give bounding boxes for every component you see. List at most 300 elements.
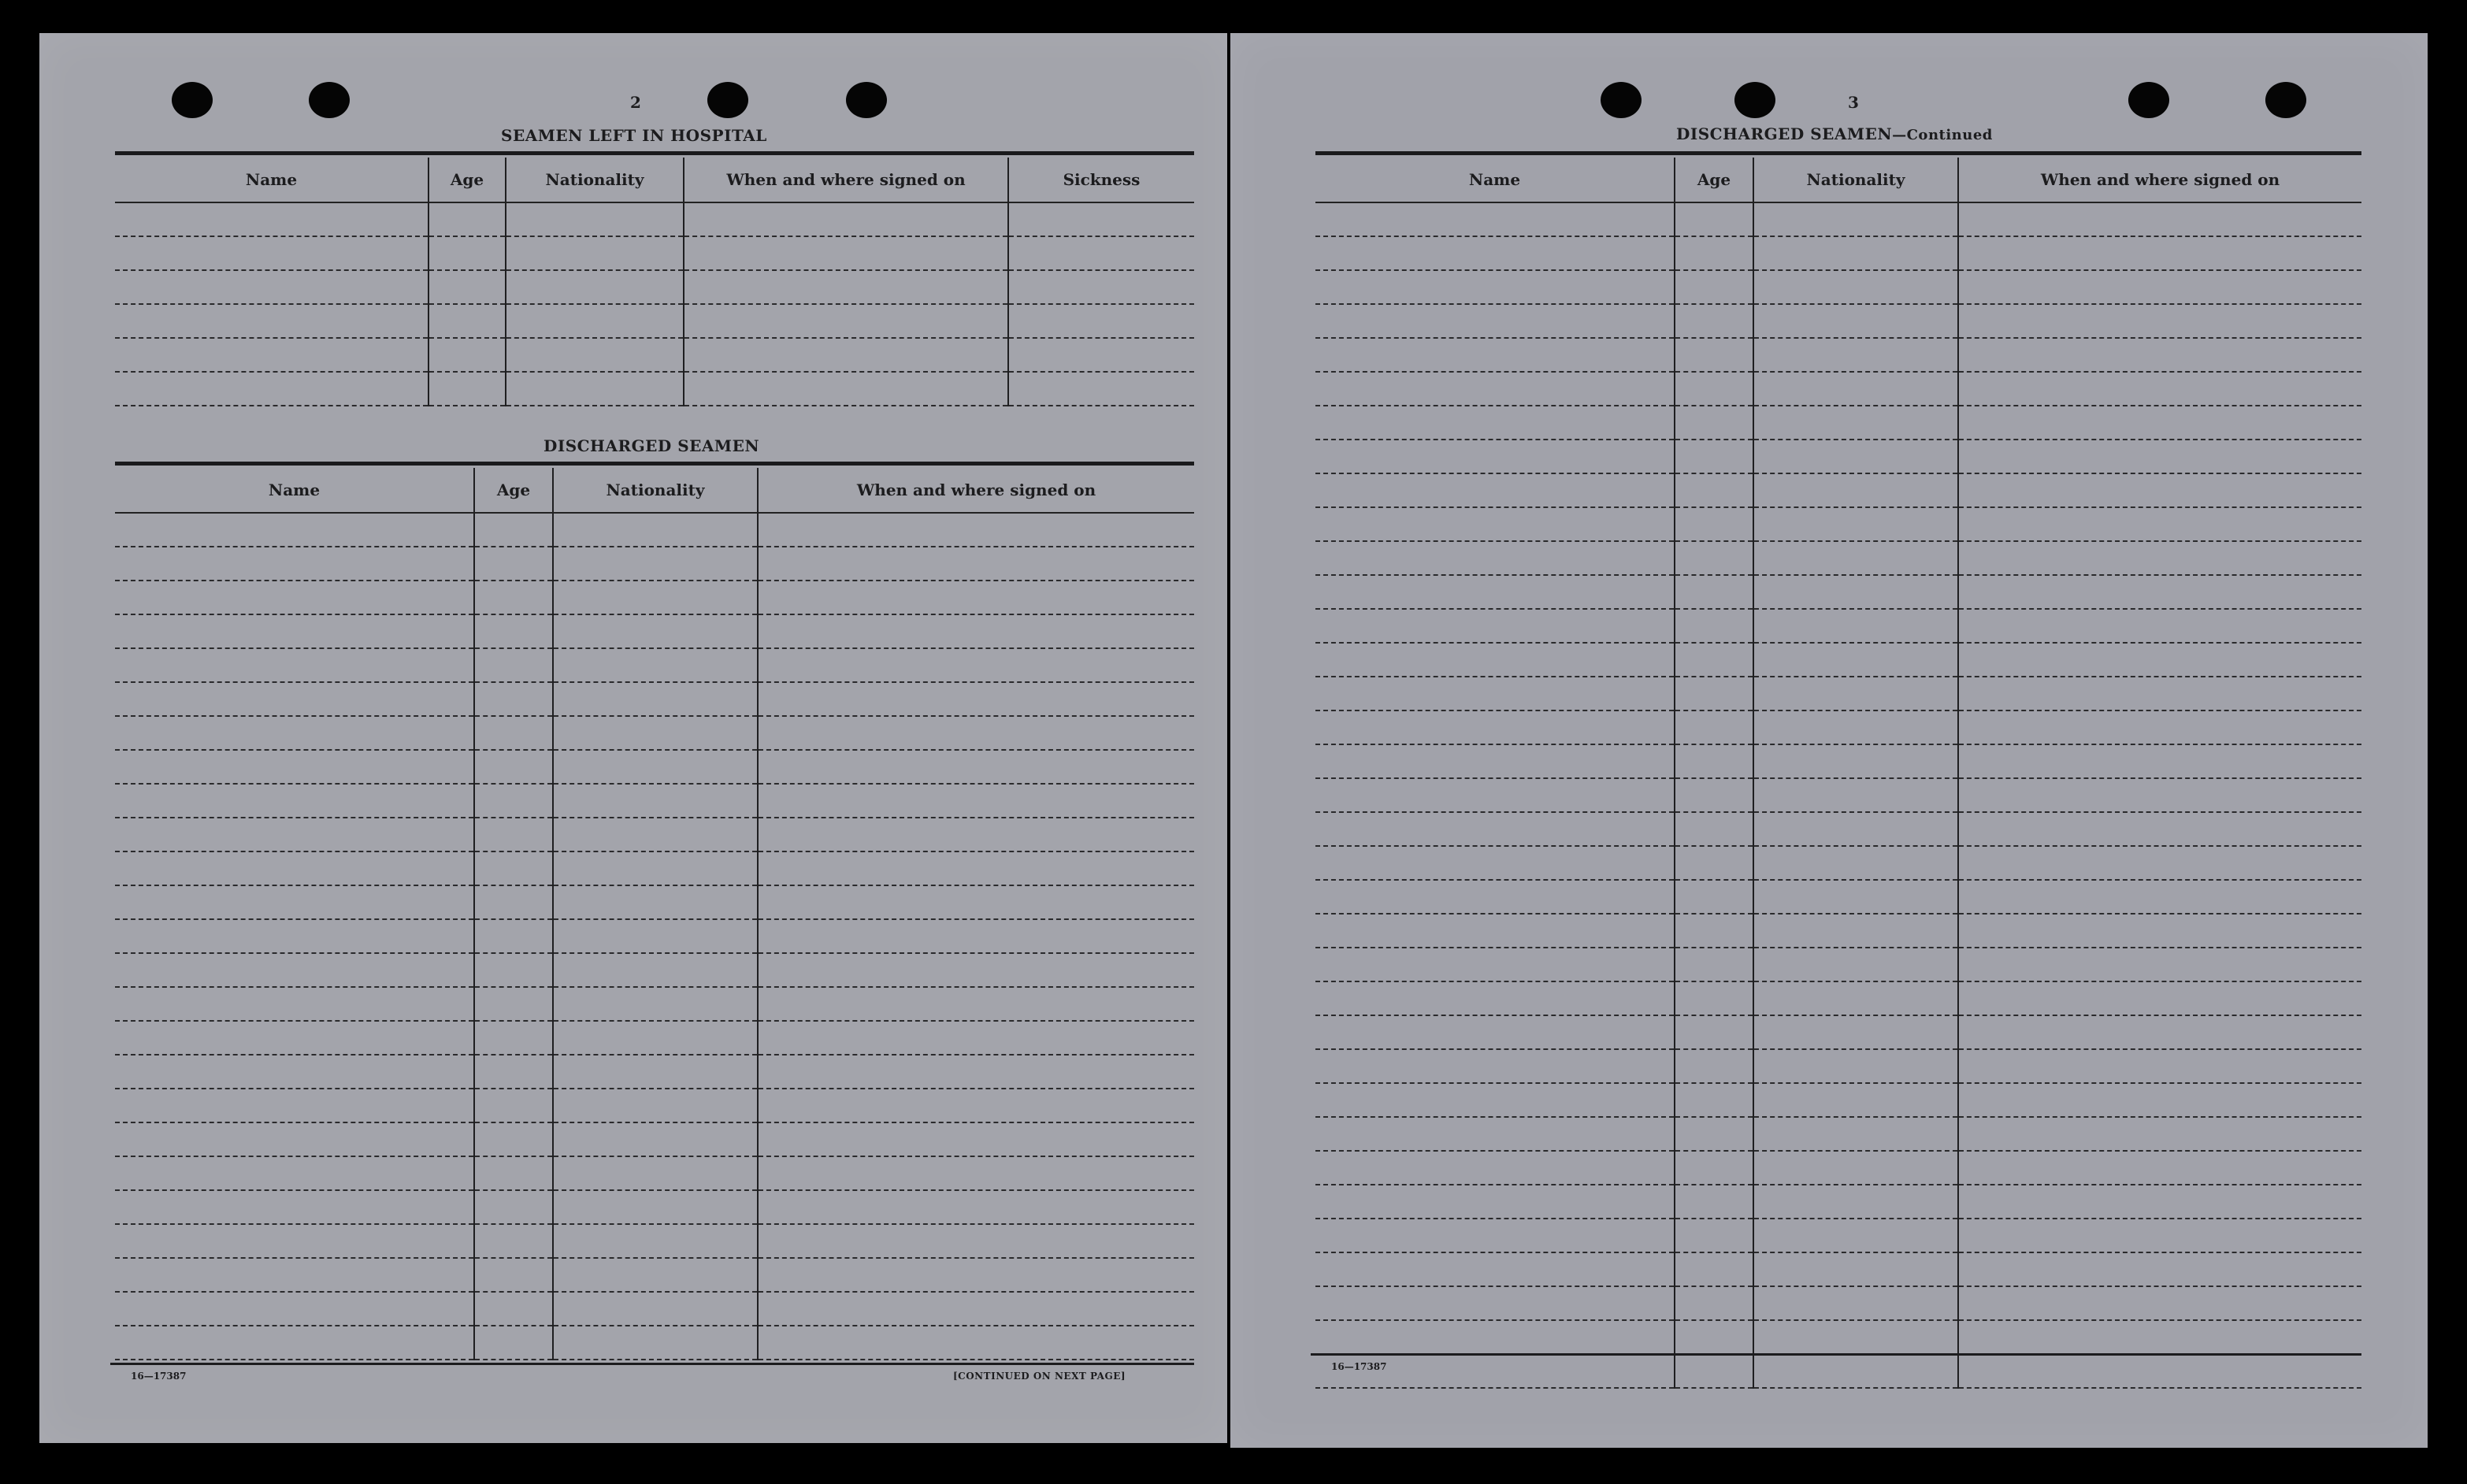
table-cell[interactable] [758,1190,1194,1224]
column-header-age: Age [428,158,506,202]
table-cell[interactable] [758,716,1194,750]
table-cell[interactable] [1675,1049,1753,1083]
table-cell[interactable] [1675,710,1753,744]
table-cell[interactable] [1753,236,1958,270]
table-cell[interactable] [553,716,758,750]
table-cell[interactable] [1753,1252,1958,1286]
table-cell[interactable] [758,1258,1194,1292]
table-cell[interactable] [1958,609,2361,643]
table-cell[interactable] [474,919,553,953]
table-cell[interactable] [1958,440,2361,473]
table-cell[interactable] [115,648,474,682]
table-cell[interactable] [1753,1151,1958,1185]
table-cell[interactable] [1675,948,1753,981]
table-cell[interactable] [1753,541,1958,575]
table-cell[interactable] [1753,372,1958,406]
table-cell[interactable] [553,919,758,953]
table-cell[interactable] [1315,1015,1675,1049]
table-cell[interactable] [553,1224,758,1258]
table-cell[interactable] [474,614,553,648]
table-cell[interactable] [553,1122,758,1156]
table-cell[interactable] [1675,846,1753,880]
table-cell[interactable] [1315,609,1675,643]
table-cell[interactable] [1958,473,2361,507]
table-row [1315,507,2361,541]
table-cell[interactable] [1315,1185,1675,1219]
page-number: 3 [1848,93,1859,112]
table-cell[interactable] [474,648,553,682]
table-cell[interactable] [1753,1049,1958,1083]
table-cell[interactable] [115,1055,474,1089]
table-row [1315,541,2361,575]
table-cell[interactable] [506,338,684,372]
table-cell[interactable] [1315,1117,1675,1151]
table-cell[interactable] [474,1055,553,1089]
table-cell[interactable] [1675,236,1753,270]
table-cell[interactable] [1675,1151,1753,1185]
table-cell[interactable] [1958,710,2361,744]
table-cell[interactable] [1753,643,1958,677]
table-row [1315,846,2361,880]
table-cell[interactable] [553,614,758,648]
table-cell[interactable] [1675,507,1753,541]
table-cell[interactable] [1315,270,1675,304]
table-cell[interactable] [758,614,1194,648]
table-cell[interactable] [684,372,1008,406]
table-cell[interactable] [553,818,758,851]
table-row [115,1089,1194,1122]
table-cell[interactable] [553,648,758,682]
table-row [115,851,1194,885]
table-cell[interactable] [1753,981,1958,1015]
table-cell[interactable] [1958,304,2361,338]
table-cell[interactable] [1675,372,1753,406]
table-row [1315,440,2361,473]
table-cell[interactable] [1675,914,1753,948]
table-cell[interactable] [1675,677,1753,710]
table-cell[interactable] [506,304,684,338]
table-cell[interactable] [553,547,758,581]
table-cell[interactable] [1675,1117,1753,1151]
table-cell[interactable] [1008,338,1194,372]
table-cell[interactable] [1315,1151,1675,1185]
table-cell[interactable] [1958,1252,2361,1286]
table-cell[interactable] [115,547,474,581]
table-cell[interactable] [1958,778,2361,812]
table-cell[interactable] [758,682,1194,716]
table-cell[interactable] [115,270,428,304]
column-header-signed-on: When and where signed on [758,468,1194,513]
table-cell[interactable] [474,784,553,818]
table-cell[interactable] [1315,846,1675,880]
table-cell[interactable] [553,1258,758,1292]
table-cell[interactable] [684,304,1008,338]
table-cell[interactable] [474,750,553,784]
table-cell[interactable] [474,885,553,919]
table-cell[interactable] [115,851,474,885]
table-cell[interactable] [1315,338,1675,372]
table-cell[interactable] [1753,1185,1958,1219]
discharged-continued-table-body [1315,202,2361,1388]
table-cell[interactable] [474,1292,553,1326]
table-row [1315,575,2361,609]
table-cell[interactable] [1315,710,1675,744]
table-cell[interactable] [1675,1083,1753,1117]
table-cell[interactable] [474,1326,553,1360]
discharged-table [115,468,1194,1360]
table-cell[interactable] [1753,677,1958,710]
table-cell[interactable] [1753,1219,1958,1252]
table-cell[interactable] [1675,812,1753,846]
table-cell[interactable] [115,1156,474,1190]
table-cell[interactable] [474,547,553,581]
table-cell[interactable] [1675,981,1753,1015]
table-cell[interactable] [1315,1286,1675,1320]
table-cell[interactable] [1958,1117,2361,1151]
table-cell[interactable] [758,1122,1194,1156]
table-cell[interactable] [1315,541,1675,575]
table-cell[interactable] [1675,541,1753,575]
table-cell[interactable] [1008,304,1194,338]
table-cell[interactable] [758,885,1194,919]
table-cell[interactable] [1315,575,1675,609]
table-cell[interactable] [1753,575,1958,609]
table-cell[interactable] [1315,643,1675,677]
table-cell[interactable] [1675,473,1753,507]
table-cell[interactable] [474,513,553,547]
table-cell[interactable] [1958,1049,2361,1083]
table-cell[interactable] [1958,372,2361,406]
table-cell[interactable] [684,202,1008,236]
table-cell[interactable] [115,338,428,372]
table-cell[interactable] [474,716,553,750]
table-cell[interactable] [1675,270,1753,304]
table-cell[interactable] [1753,710,1958,744]
table-row [1315,677,2361,710]
column-header-signed-on: When and where signed on [684,158,1008,202]
table-cell[interactable] [1315,1083,1675,1117]
table-cell[interactable] [758,750,1194,784]
table-cell[interactable] [1675,304,1753,338]
table-row [115,716,1194,750]
table-cell[interactable] [1675,575,1753,609]
table-cell[interactable] [1315,914,1675,948]
table-cell[interactable] [115,614,474,648]
table-cell[interactable] [428,270,506,304]
table-cell[interactable] [553,784,758,818]
table-cell[interactable] [758,547,1194,581]
table-cell[interactable] [1958,575,2361,609]
table-cell[interactable] [1958,507,2361,541]
table-cell[interactable] [1753,202,1958,236]
table-cell[interactable] [553,682,758,716]
table-cell[interactable] [1958,643,2361,677]
table-cell[interactable] [474,851,553,885]
table-cell[interactable] [1958,948,2361,981]
table-row [115,784,1194,818]
table-cell[interactable] [428,304,506,338]
table-cell[interactable] [115,716,474,750]
table-cell[interactable] [1315,778,1675,812]
table-cell[interactable] [553,1021,758,1055]
table-cell[interactable] [115,1190,474,1224]
table-cell[interactable] [1315,473,1675,507]
table-cell[interactable] [1753,1320,1958,1354]
table-cell[interactable] [553,987,758,1021]
table-cell[interactable] [684,270,1008,304]
table-cell[interactable] [506,236,684,270]
table-cell[interactable] [474,581,553,614]
table-cell[interactable] [1753,1286,1958,1320]
table-row [115,1190,1194,1224]
column-header-age: Age [1675,158,1753,202]
table-cell[interactable] [1315,1049,1675,1083]
table-cell[interactable] [1753,948,1958,981]
table-cell[interactable] [428,202,506,236]
column-header-name: Name [115,468,474,513]
table-cell[interactable] [1675,338,1753,372]
table-cell[interactable] [553,1156,758,1190]
table-cell[interactable] [1753,846,1958,880]
table-cell[interactable] [1315,440,1675,473]
table-cell[interactable] [1753,440,1958,473]
table-cell[interactable] [115,784,474,818]
table-cell[interactable] [758,1326,1194,1360]
table-cell[interactable] [474,1258,553,1292]
table-row [115,750,1194,784]
table-cell[interactable] [1675,202,1753,236]
table-cell[interactable] [115,1258,474,1292]
table-cell[interactable] [553,851,758,885]
table-cell[interactable] [474,1122,553,1156]
table-cell[interactable] [1315,406,1675,440]
table-cell[interactable] [1675,880,1753,914]
table-cell[interactable] [115,1224,474,1258]
table-cell[interactable] [1675,1286,1753,1320]
table-cell[interactable] [1315,948,1675,981]
table-cell[interactable] [1958,1185,2361,1219]
table-cell[interactable] [1315,1252,1675,1286]
table-cell[interactable] [115,581,474,614]
table-cell[interactable] [758,1156,1194,1190]
table-cell[interactable] [553,885,758,919]
table-cell[interactable] [115,750,474,784]
table-cell[interactable] [1753,473,1958,507]
table-cell[interactable] [1315,507,1675,541]
table-cell[interactable] [1675,1185,1753,1219]
table-cell[interactable] [115,1021,474,1055]
table-cell[interactable] [474,987,553,1021]
table-cell[interactable] [1753,338,1958,372]
table-row [1315,948,2361,981]
table-cell[interactable] [474,1156,553,1190]
table-cell[interactable] [1315,236,1675,270]
table-cell[interactable] [1958,338,2361,372]
table-cell[interactable] [115,1122,474,1156]
table-cell[interactable] [115,818,474,851]
table-cell[interactable] [1958,1083,2361,1117]
table-cell[interactable] [115,202,428,236]
table-cell[interactable] [1315,1320,1675,1354]
table-cell[interactable] [115,1326,474,1360]
table-cell[interactable] [506,372,684,406]
table-cell[interactable] [1753,744,1958,778]
table-cell[interactable] [758,513,1194,547]
table-cell[interactable] [1958,236,2361,270]
table-cell[interactable] [1008,236,1194,270]
table-cell[interactable] [115,372,428,406]
table-cell[interactable] [1753,406,1958,440]
table-cell[interactable] [1753,507,1958,541]
table-cell[interactable] [115,236,428,270]
table-cell[interactable] [758,784,1194,818]
table-cell[interactable] [1753,609,1958,643]
table-cell[interactable] [474,818,553,851]
table-cell[interactable] [1753,1015,1958,1049]
table-cell[interactable] [758,818,1194,851]
table-cell[interactable] [1958,914,2361,948]
table-cell[interactable] [1315,677,1675,710]
table-cell[interactable] [115,682,474,716]
table-cell[interactable] [1315,981,1675,1015]
table-cell[interactable] [1958,1286,2361,1320]
table-cell[interactable] [1753,812,1958,846]
table-cell[interactable] [553,1055,758,1089]
table-cell[interactable] [758,987,1194,1021]
table-cell[interactable] [1315,202,1675,236]
table-cell[interactable] [758,1224,1194,1258]
table-cell[interactable] [684,338,1008,372]
table-cell[interactable] [1315,812,1675,846]
table-cell[interactable] [506,202,684,236]
table-cell[interactable] [1675,1015,1753,1049]
table-cell[interactable] [1008,202,1194,236]
table-cell[interactable] [684,236,1008,270]
table-cell[interactable] [428,236,506,270]
table-cell[interactable] [1315,880,1675,914]
table-cell[interactable] [1315,304,1675,338]
table-cell[interactable] [553,1190,758,1224]
table-cell[interactable] [474,1224,553,1258]
table-cell[interactable] [553,953,758,987]
table-cell[interactable] [428,338,506,372]
table-cell[interactable] [1958,406,2361,440]
column-header-name: Name [1315,158,1675,202]
table-cell[interactable] [1675,1320,1753,1354]
form-code: 16—17387 [1331,1361,1387,1372]
table-cell[interactable] [1958,1015,2361,1049]
table-cell[interactable] [1958,981,2361,1015]
table-cell[interactable] [758,1089,1194,1122]
table-cell[interactable] [553,513,758,547]
table-cell[interactable] [115,1089,474,1122]
table-cell[interactable] [115,513,474,547]
table-cell[interactable] [1008,270,1194,304]
table-cell[interactable] [1675,643,1753,677]
punch-hole [846,82,887,118]
table-cell[interactable] [1958,1219,2361,1252]
table-cell[interactable] [1753,1083,1958,1117]
table-cell[interactable] [1675,1354,1753,1388]
table-cell[interactable] [758,953,1194,987]
table-cell[interactable] [1753,304,1958,338]
table-cell[interactable] [474,953,553,987]
table-cell[interactable] [553,750,758,784]
table-cell[interactable] [1958,1320,2361,1354]
table-row [115,614,1194,648]
table-cell[interactable] [553,1292,758,1326]
table-cell[interactable] [1958,270,2361,304]
table-cell[interactable] [1675,406,1753,440]
table-cell[interactable] [1753,1117,1958,1151]
table-cell[interactable] [1675,744,1753,778]
table-cell[interactable] [1315,372,1675,406]
table-cell[interactable] [1958,744,2361,778]
table-cell[interactable] [1958,677,2361,710]
table-row [1315,1219,2361,1252]
table-row [115,581,1194,614]
table-cell[interactable] [1958,1354,2361,1388]
table-cell[interactable] [758,851,1194,885]
table-cell[interactable] [428,372,506,406]
table-cell[interactable] [1958,202,2361,236]
table-cell[interactable] [758,1021,1194,1055]
table-row [1315,609,2361,643]
table-cell[interactable] [1675,1252,1753,1286]
table-cell[interactable] [1958,846,2361,880]
table-cell[interactable] [1753,880,1958,914]
table-cell[interactable] [1753,778,1958,812]
table-cell[interactable] [1675,609,1753,643]
table-cell[interactable] [1675,778,1753,812]
table-cell[interactable] [1958,812,2361,846]
table-cell[interactable] [1753,1354,1958,1388]
table-cell[interactable] [115,1292,474,1326]
table-cell[interactable] [553,581,758,614]
table-cell[interactable] [758,1055,1194,1089]
table-cell[interactable] [1675,440,1753,473]
table-cell[interactable] [474,1190,553,1224]
hospital-table [115,158,1194,406]
table-cell[interactable] [115,919,474,953]
table-cell[interactable] [474,682,553,716]
table-cell[interactable] [1675,1219,1753,1252]
table-cell[interactable] [1958,1151,2361,1185]
table-cell[interactable] [474,1089,553,1122]
table-cell[interactable] [553,1326,758,1360]
table-cell[interactable] [758,581,1194,614]
table-cell[interactable] [115,304,428,338]
table-cell[interactable] [115,885,474,919]
table-cell[interactable] [758,648,1194,682]
table-row [1315,406,2361,440]
table-cell[interactable] [1753,270,1958,304]
table-cell[interactable] [1315,1219,1675,1252]
table-cell[interactable] [1753,914,1958,948]
table-cell[interactable] [115,987,474,1021]
table-cell[interactable] [758,919,1194,953]
table-cell[interactable] [1008,372,1194,406]
table-cell[interactable] [474,1021,553,1055]
punch-hole [2265,82,2306,118]
table-cell[interactable] [758,1292,1194,1326]
table-cell[interactable] [1958,880,2361,914]
table-cell[interactable] [553,1089,758,1122]
table-cell[interactable] [1958,541,2361,575]
table-cell[interactable] [506,270,684,304]
table-cell[interactable] [115,953,474,987]
table-cell[interactable] [1315,744,1675,778]
